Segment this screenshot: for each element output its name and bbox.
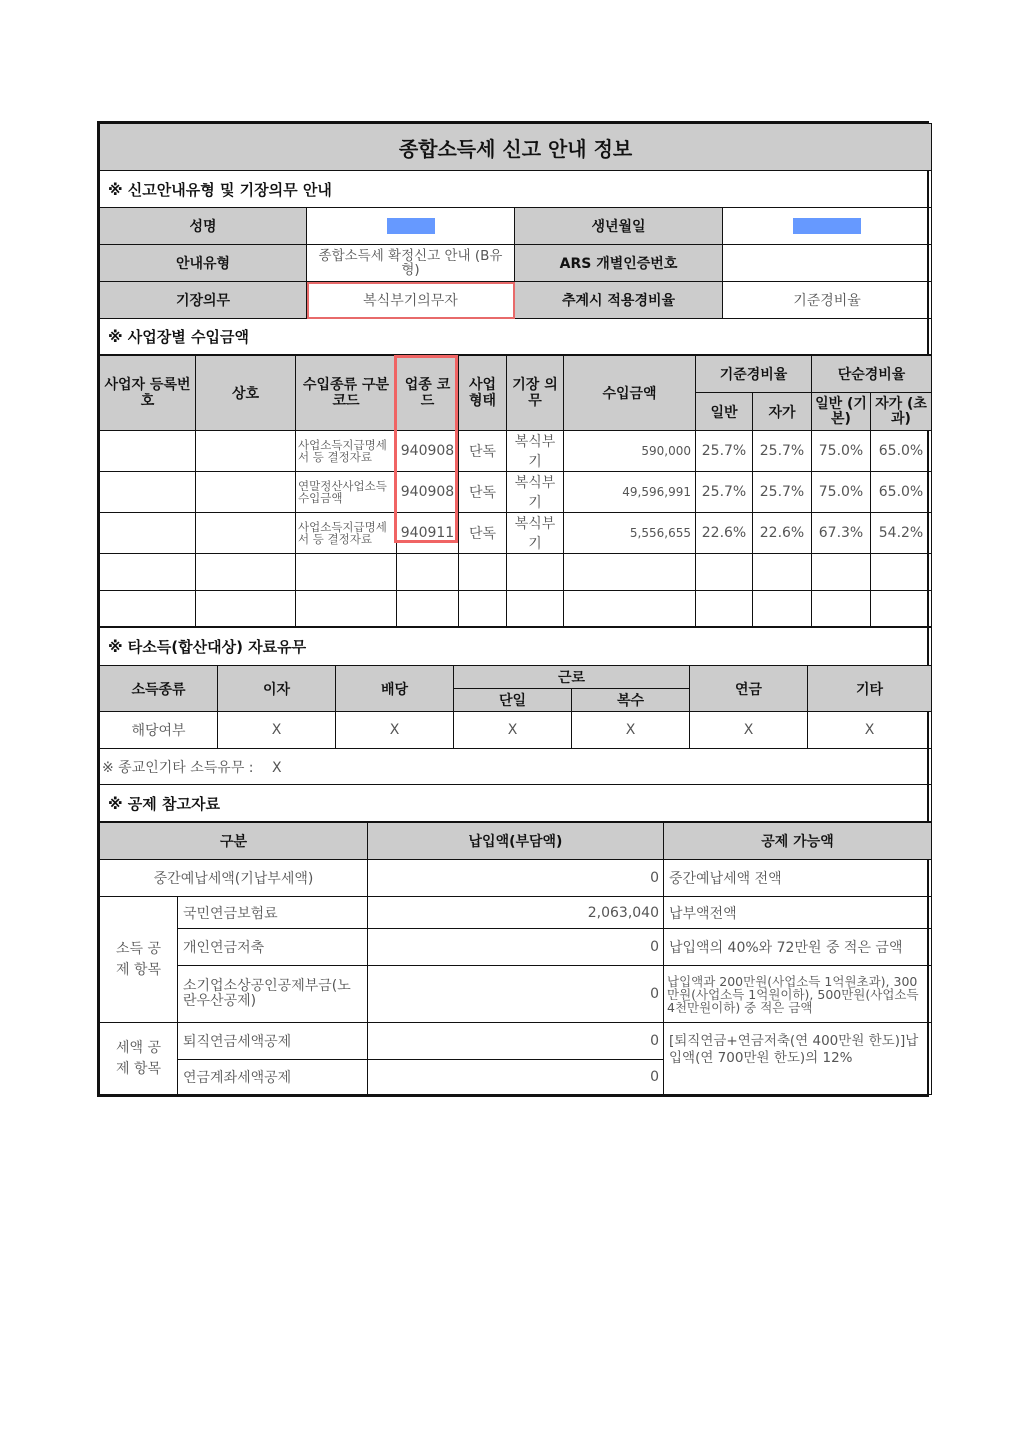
table-row [100, 929, 932, 966]
religious-income-label: ※ 종교인기타 소득유무 : [102, 759, 254, 776]
income-deduction-group-label: 소득 공제 항목 [100, 897, 178, 1023]
income-type-cell: 사업소득지급명세서 등 결정자료 [296, 513, 397, 554]
industry-code-cell: 940908 [397, 472, 459, 513]
bookkeeping-cell: 복식부기 [507, 472, 564, 513]
tax-credit-group-label: 세액 공제 항목 [100, 1023, 178, 1095]
revenue-cell: 590,000 [564, 431, 696, 472]
biz-no-cell [100, 513, 196, 554]
credit-label: 연금계좌세액공제 [178, 1060, 368, 1095]
trade-name-cell [196, 513, 296, 554]
header-industry-code: 업종 코드 [397, 356, 459, 431]
simple-general-cell: 75.0% [812, 431, 871, 472]
header-bookkeeping: 기장 의무 [507, 356, 564, 431]
bookkeeping-value: 복식부기의무자 [307, 282, 515, 319]
deduction-deductible: 납입액의 40%와 72만원 중 적은 금액 [664, 929, 932, 966]
credit-label: 퇴직연금세액공제 [178, 1023, 368, 1060]
header-std-general: 일반 [696, 393, 753, 431]
section-heading-deduction: ※ 공제 참고자료 [100, 785, 932, 822]
table-row [100, 966, 932, 1023]
header-std-self: 자가 [753, 393, 812, 431]
ars-value [723, 245, 932, 282]
header-labor-single: 단일 [454, 689, 572, 712]
redacted-birthdate [793, 218, 861, 234]
table-row [100, 860, 932, 897]
applicable-label: 해당여부 [100, 712, 218, 749]
estimate-ratio-value: 기준경비율 [723, 282, 932, 319]
labor-single-value: X [454, 712, 572, 749]
table-row [100, 1023, 932, 1060]
header-simple-ratio: 단순경비율 [812, 356, 932, 393]
other-income-table [99, 627, 932, 822]
ars-label: ARS 개별인증번호 [515, 245, 723, 282]
income-type-cell: 사업소득지급명세서 등 결정자료 [296, 431, 397, 472]
table-row [100, 513, 932, 554]
header-revenue: 수입금액 [564, 356, 696, 431]
industry-code-cell: 940911 [397, 513, 459, 554]
std-self-cell: 25.7% [753, 472, 812, 513]
std-self-cell: 22.6% [753, 513, 812, 554]
name-value [307, 208, 515, 245]
header-biz-no: 사업자 등록번호 [100, 356, 196, 431]
biz-no-cell [100, 431, 196, 472]
header-dividend: 배당 [336, 666, 454, 712]
deduction-paid: 2,063,040 [368, 897, 664, 929]
table-row [100, 712, 932, 749]
trade-name-cell [196, 431, 296, 472]
table-row [100, 897, 932, 929]
deduction-deductible: 납부액전액 [664, 897, 932, 929]
section-heading-other-income: ※ 타소득(합산대상) 자료유무 [100, 628, 932, 666]
deduction-label: 소기업소상공인공제부금(노란우산공제) [178, 966, 368, 1023]
other-value: X [808, 712, 932, 749]
page-title: 종합소득세 신고 안내 정보 [100, 124, 932, 171]
industry-code-cell: 940908 [397, 431, 459, 472]
guide-type-value: 종합소득세 확정신고 안내 (B유형) [307, 245, 515, 282]
credit-deductible: [퇴직연금+연금저축(연 400만원 한도)]납입액(연 700만원 한도)의 12% [664, 1023, 932, 1095]
biz-form-cell: 단독 [459, 431, 507, 472]
header-simple-self: 자가 (초과) [871, 393, 932, 431]
std-general-cell: 25.7% [696, 472, 753, 513]
deduction-table [99, 822, 932, 1095]
prepaid-deductible: 중간예납세액 전액 [664, 860, 932, 897]
header-trade-name: 상호 [196, 356, 296, 431]
estimate-ratio-label: 추계시 적용경비율 [515, 282, 723, 319]
info-table [99, 123, 932, 355]
biz-form-cell: 단독 [459, 472, 507, 513]
biz-form-cell: 단독 [459, 513, 507, 554]
header-paid: 납입액(부담액) [368, 823, 664, 860]
table-row [100, 431, 932, 472]
tax-info-document [97, 121, 929, 1097]
header-std-ratio: 기준경비율 [696, 356, 812, 393]
header-income-kind: 소득종류 [100, 666, 218, 712]
header-income-type: 수입종류 구분코드 [296, 356, 397, 431]
labor-multiple-value: X [572, 712, 690, 749]
bookkeeping-label: 기장의무 [100, 282, 307, 319]
prepaid-paid: 0 [368, 860, 664, 897]
income-type-cell: 연말정산사업소득 수입금액 [296, 472, 397, 513]
section-heading-guide: ※ 신고안내유형 및 기장의무 안내 [100, 171, 932, 208]
revenue-table [99, 355, 932, 627]
header-other: 기타 [808, 666, 932, 712]
header-interest: 이자 [218, 666, 336, 712]
birth-label: 생년월일 [515, 208, 723, 245]
simple-general-cell: 67.3% [812, 513, 871, 554]
pension-value: X [690, 712, 808, 749]
deduction-paid: 0 [368, 929, 664, 966]
deduction-label: 개인연금저축 [178, 929, 368, 966]
table-row [100, 472, 932, 513]
interest-value: X [218, 712, 336, 749]
bookkeeping-cell: 복식부기 [507, 513, 564, 554]
std-general-cell: 22.6% [696, 513, 753, 554]
std-self-cell: 25.7% [753, 431, 812, 472]
bookkeeping-cell: 복식부기 [507, 431, 564, 472]
header-pension: 연금 [690, 666, 808, 712]
credit-paid: 0 [368, 1023, 664, 1060]
header-labor-multiple: 복수 [572, 689, 690, 712]
header-simple-general: 일반 (기본) [812, 393, 871, 431]
simple-self-cell: 54.2% [871, 513, 932, 554]
simple-self-cell: 65.0% [871, 472, 932, 513]
deduction-label: 국민연금보험료 [178, 897, 368, 929]
simple-general-cell: 75.0% [812, 472, 871, 513]
header-category: 구분 [100, 823, 368, 860]
religious-income-value: X [271, 759, 282, 776]
redacted-name [387, 218, 435, 234]
biz-no-cell [100, 472, 196, 513]
header-deductible: 공제 가능액 [664, 823, 932, 860]
dividend-value: X [336, 712, 454, 749]
header-biz-form: 사업 형태 [459, 356, 507, 431]
empty-row [100, 591, 932, 627]
religious-income-note [100, 749, 932, 785]
birth-value [723, 208, 932, 245]
section-heading-revenue: ※ 사업장별 수입금액 [100, 319, 932, 355]
empty-row [100, 554, 932, 591]
simple-self-cell: 65.0% [871, 431, 932, 472]
deduction-deductible: 납입액과 200만원(사업소득 1억원초과), 300만원(사업소득 1억원이하), 500만원(사업소득 4천만원이하) 중 적은 금액 [664, 966, 932, 1023]
credit-paid: 0 [368, 1060, 664, 1095]
name-label: 성명 [100, 208, 307, 245]
guide-type-label: 안내유형 [100, 245, 307, 282]
deduction-paid: 0 [368, 966, 664, 1023]
std-general-cell: 25.7% [696, 431, 753, 472]
revenue-cell: 5,556,655 [564, 513, 696, 554]
header-labor: 근로 [454, 666, 690, 689]
trade-name-cell [196, 472, 296, 513]
revenue-cell: 49,596,991 [564, 472, 696, 513]
prepaid-label: 중간예납세액(기납부세액) [100, 860, 368, 897]
